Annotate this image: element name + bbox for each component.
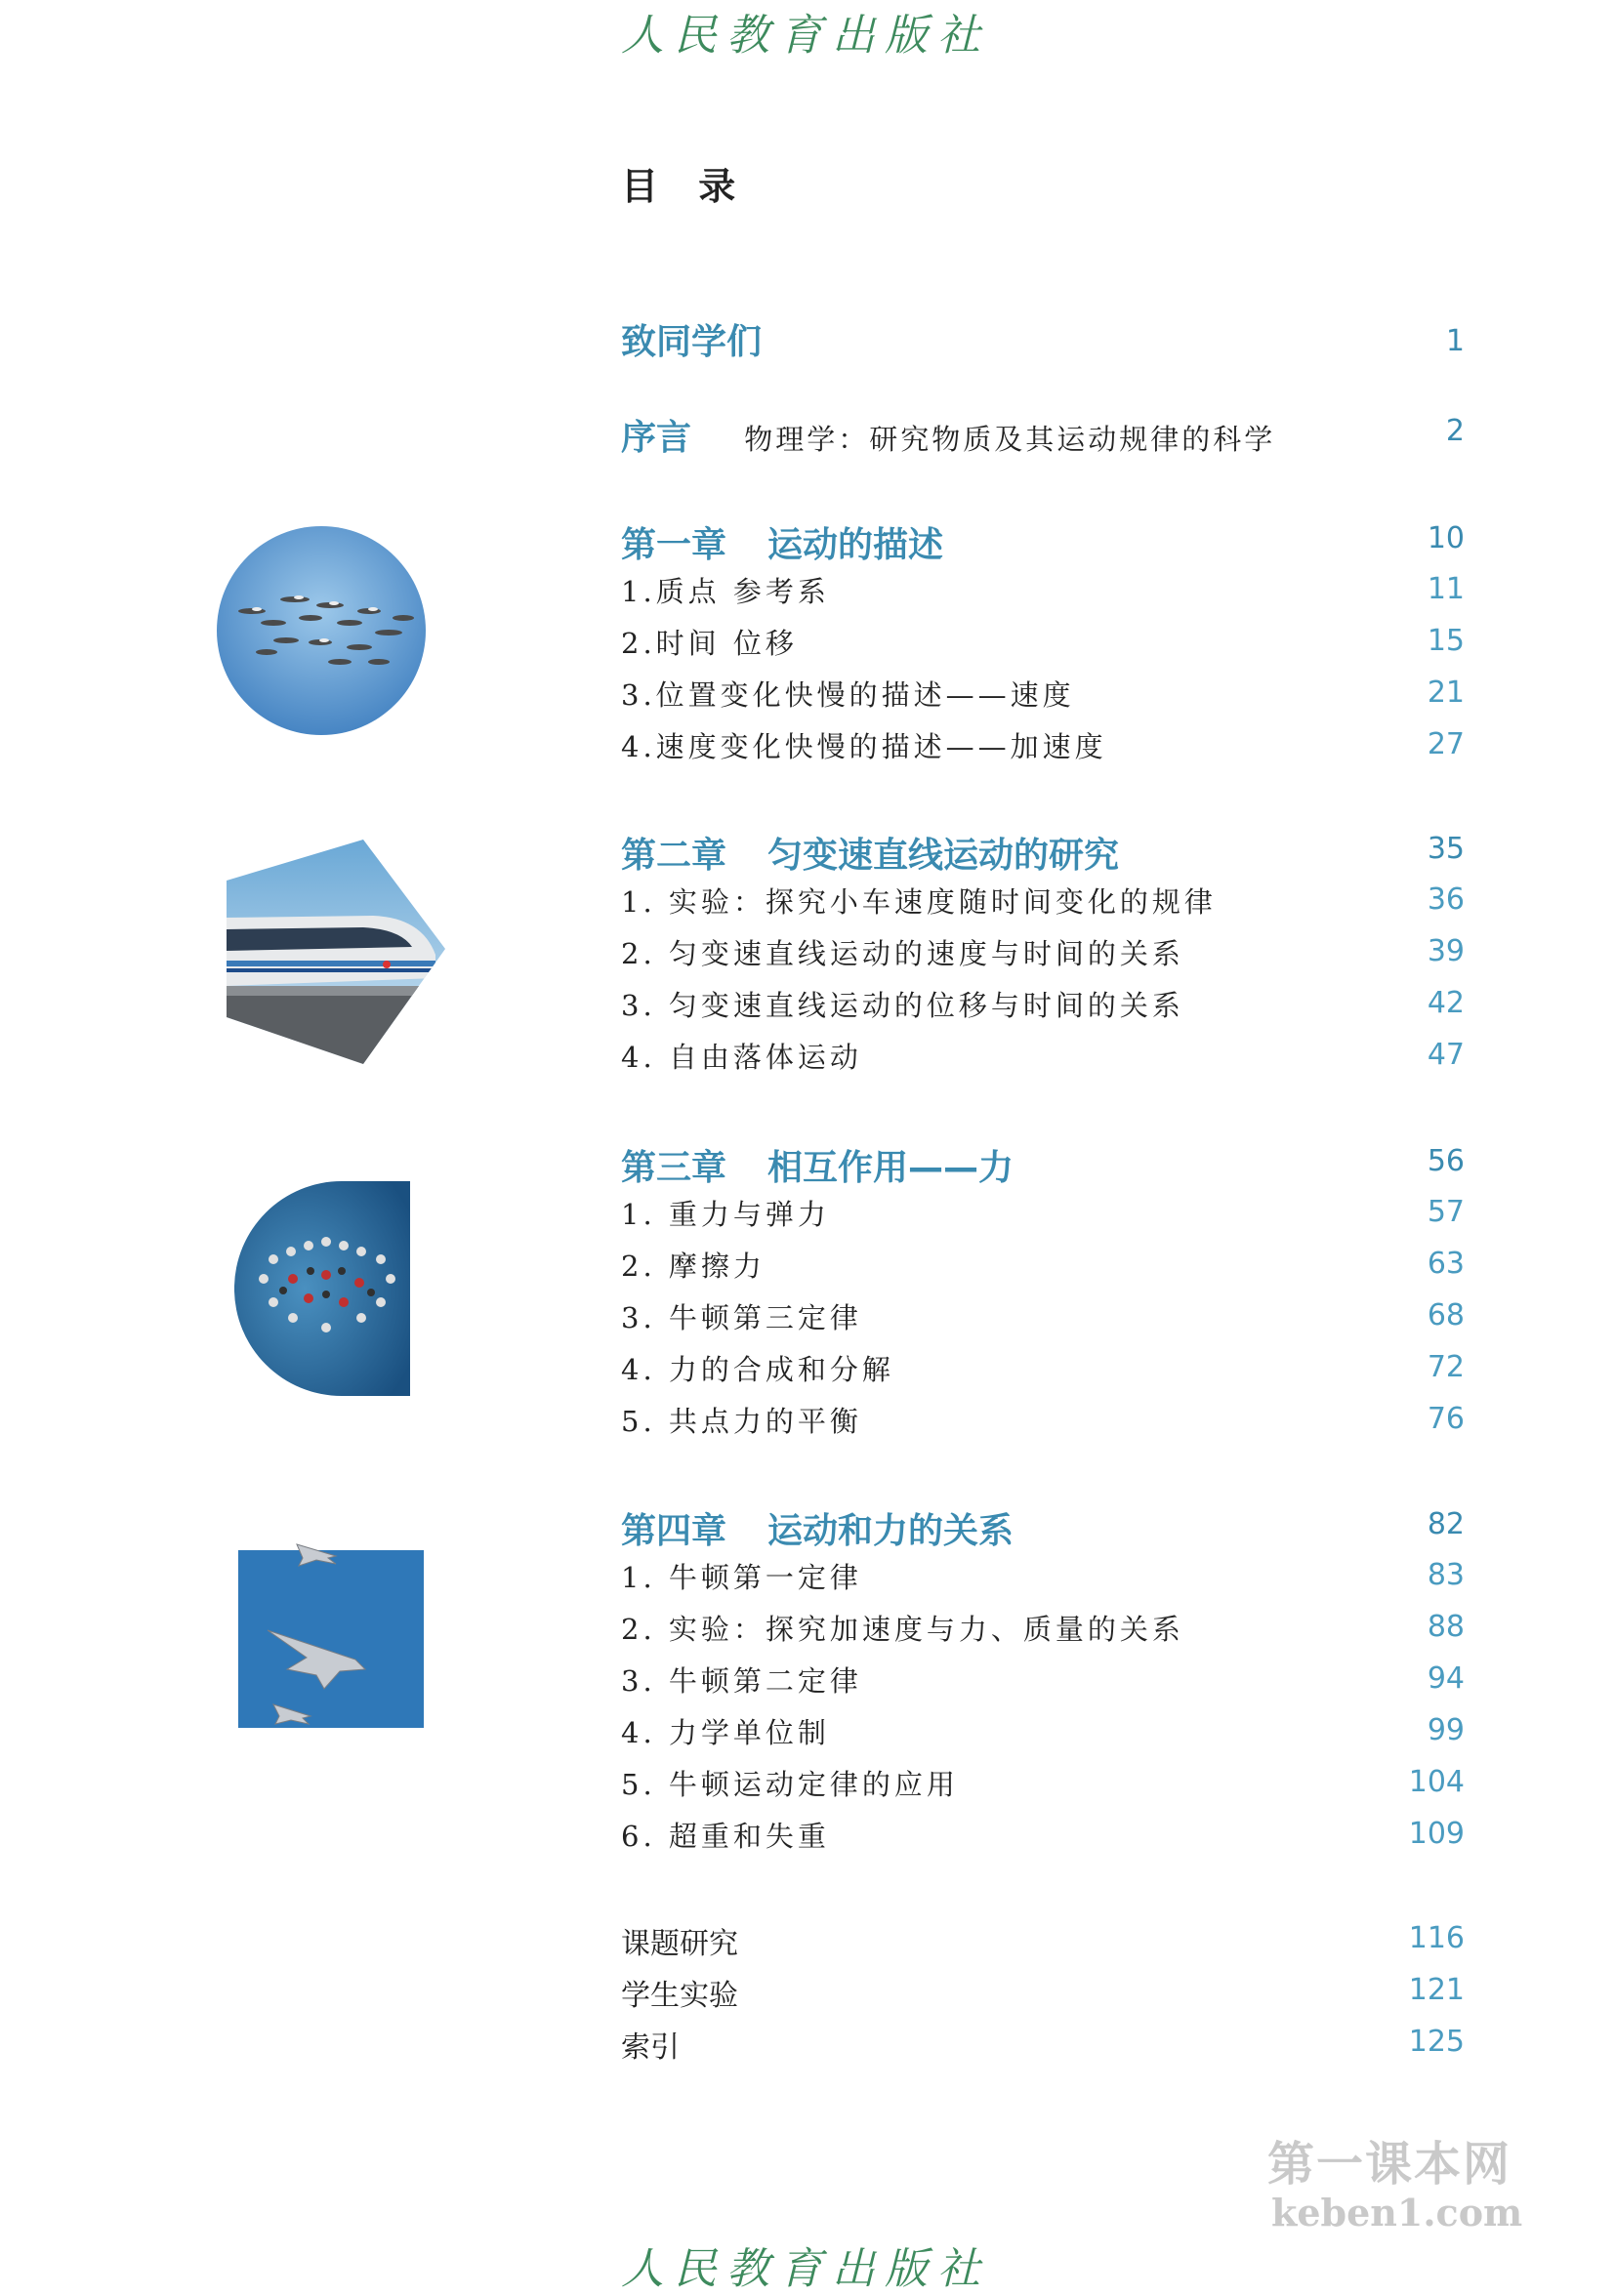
fighter-jets-photo <box>238 1542 426 1728</box>
section-page: 27 <box>1427 727 1465 761</box>
section-page: 109 <box>1408 1817 1465 1851</box>
chapter-page-3: 56 <box>1427 1144 1465 1178</box>
section-entry[interactable]: 2.时间 位移 <box>621 627 798 660</box>
section-page: 47 <box>1427 1038 1465 1072</box>
chapter-title-1[interactable] <box>621 517 943 567</box>
chapter-number: 第二章 <box>621 836 727 876</box>
section-page: 11 <box>1427 572 1465 606</box>
appendix-page: 125 <box>1408 2025 1465 2059</box>
section-entry[interactable]: 3. 牛顿第二定律 <box>621 1664 862 1698</box>
chapter-page-1: 10 <box>1427 521 1465 555</box>
section-entry[interactable]: 3. 牛顿第三定律 <box>621 1301 862 1334</box>
chapter-name: 运动和力的关系 <box>767 1511 1015 1551</box>
section-page: 83 <box>1427 1558 1465 1592</box>
section-page: 57 <box>1427 1195 1465 1229</box>
section-page: 42 <box>1427 986 1465 1020</box>
chapter-number: 第一章 <box>621 525 727 565</box>
chapter-page-2: 35 <box>1427 832 1465 866</box>
section-page: 63 <box>1427 1247 1465 1281</box>
chapter-number: 第四章 <box>621 1511 727 1551</box>
chapter-title-3[interactable] <box>621 1140 1014 1190</box>
watermark-url: keben1.com <box>1271 2191 1523 2234</box>
section-page: 88 <box>1427 1610 1465 1644</box>
section-page: 104 <box>1408 1765 1465 1799</box>
toc-title: 目 录 <box>621 165 750 208</box>
section-entry[interactable]: 1.质点 参考系 <box>621 575 830 608</box>
chapter-name: 运动的描述 <box>767 525 944 565</box>
section-entry[interactable]: 4. 自由落体运动 <box>621 1041 862 1074</box>
chapter-title-2[interactable] <box>621 828 1119 878</box>
section-entry[interactable]: 2. 实验：探究加速度与力、质量的关系 <box>621 1613 1184 1646</box>
preface-subtitle: 物理学：研究物质及其运动规律的科学 <box>744 423 1276 456</box>
section-page: 68 <box>1427 1298 1465 1332</box>
maglev-train-photo <box>227 840 445 1064</box>
appendix-page: 121 <box>1408 1973 1465 2007</box>
section-entry[interactable]: 4.速度变化快慢的描述——加速度 <box>621 730 1107 763</box>
chapter-page-4: 82 <box>1427 1507 1465 1541</box>
section-page: 94 <box>1427 1661 1465 1696</box>
chapter-title-4[interactable] <box>621 1503 1014 1553</box>
preface-entry[interactable] <box>621 410 1275 460</box>
appendix-page: 116 <box>1408 1921 1465 1955</box>
appendix-entry[interactable]: 课题研究 <box>621 1927 738 1961</box>
section-page: 21 <box>1427 676 1465 710</box>
section-page: 76 <box>1427 1402 1465 1436</box>
section-entry[interactable]: 2. 摩擦力 <box>621 1250 766 1283</box>
chapter-name: 相互作用——力 <box>767 1148 1015 1188</box>
section-entry[interactable]: 3.位置变化快慢的描述——速度 <box>621 678 1075 712</box>
section-entry[interactable]: 1. 实验：探究小车速度随时间变化的规律 <box>621 885 1217 919</box>
intro-page: 1 <box>1445 324 1465 358</box>
section-page: 15 <box>1427 624 1465 658</box>
watermark-text: 第一课本网 <box>1267 2137 1512 2192</box>
section-page: 39 <box>1427 934 1465 968</box>
preface-title: 序言 <box>621 418 692 458</box>
appendix-entry[interactable]: 索引 <box>621 2030 680 2065</box>
section-entry[interactable]: 4. 力学单位制 <box>621 1716 830 1749</box>
section-entry[interactable]: 5. 共点力的平衡 <box>621 1405 862 1438</box>
publisher-logo-bottom: 人民教育出版社 <box>621 2244 990 2294</box>
section-entry[interactable]: 3. 匀变速直线运动的位移与时间的关系 <box>621 989 1184 1022</box>
section-entry[interactable]: 4. 力的合成和分解 <box>621 1353 894 1386</box>
section-entry[interactable]: 6. 超重和失重 <box>621 1820 830 1853</box>
section-page: 36 <box>1427 882 1465 917</box>
intro-title[interactable]: 致同学们 <box>621 322 763 362</box>
section-entry[interactable]: 1. 重力与弹力 <box>621 1198 830 1231</box>
publisher-logo-top: 人民教育出版社 <box>621 11 990 61</box>
skydivers-formation-photo <box>234 1181 410 1396</box>
appendix-entry[interactable]: 学生实验 <box>621 1979 738 2013</box>
chapter-number: 第三章 <box>621 1148 727 1188</box>
section-entry[interactable]: 1. 牛顿第一定律 <box>621 1561 862 1594</box>
flying-birds-photo <box>213 525 430 736</box>
chapter-name: 匀变速直线运动的研究 <box>767 836 1120 876</box>
section-page: 72 <box>1427 1350 1465 1384</box>
section-entry[interactable]: 2. 匀变速直线运动的速度与时间的关系 <box>621 937 1184 970</box>
section-page: 99 <box>1427 1713 1465 1747</box>
preface-page: 2 <box>1445 414 1465 448</box>
section-entry[interactable]: 5. 牛顿运动定律的应用 <box>621 1768 959 1801</box>
